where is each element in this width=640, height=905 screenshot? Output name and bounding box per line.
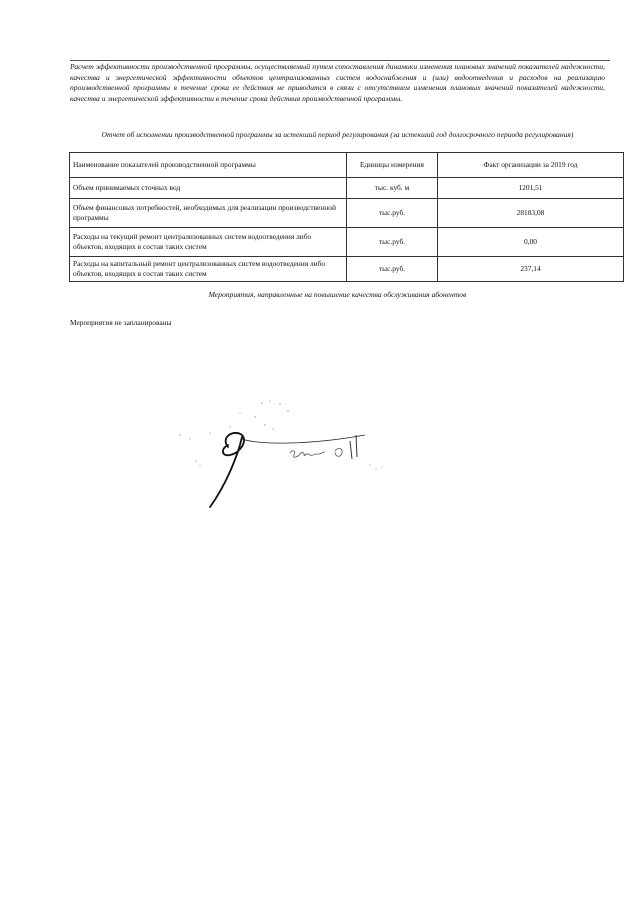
row-name: Расходы на текущий ремонт централизованных систем водоотведения либо объектов, входящих в состав таких систем [70, 228, 347, 257]
header-name: Наименование показателей производственной программы [70, 153, 347, 178]
row-fact: 1201,51 [438, 178, 624, 199]
row-fact: 237,14 [438, 257, 624, 282]
table-row [70, 228, 624, 257]
table-row [70, 199, 624, 228]
intro-paragraph: Расчет эффективности производственной программы, осуществляемый путем сопоставления динамики изменения плановых значений показателей надежности, качества и энергетической эффективности объектов централизованных систем водоснабжения и (или) водоотведения и расходов на реализацию производственной программы в течение срока ее действия не приводится в связи с отсутствием изменения плановых значений показателей надежности, качества и энергетической эффективности в течение срока действия производственной программы. [70, 62, 605, 103]
row-name: Объем финансовых потребностей, необходимых для реализации производственной программы [70, 199, 347, 228]
row-unit: тыс.руб. [347, 257, 438, 282]
report-table [69, 152, 624, 282]
row-fact: 0,00 [438, 228, 624, 257]
row-unit: тыс. куб. м [347, 178, 438, 199]
top-rule [70, 60, 610, 61]
row-unit: тыс.руб. [347, 228, 438, 257]
row-unit: тыс.руб. [347, 199, 438, 228]
measures-title: Мероприятия, направленные на повышение качества обслуживания абонентов [208, 290, 467, 299]
measures-text: Мероприятия не запланированы [70, 318, 172, 327]
table-row [70, 178, 624, 199]
report-title: Отчет об исполнении производственной программы за истекший период регулирования (за истекший год долгосрочного периода регулирования) [101, 130, 574, 139]
signature-icon [170, 395, 390, 515]
row-name: Расходы на капитальный ремонт централизованных систем водоотведения либо объектов, входящих в состав таких систем [70, 257, 347, 282]
table-header-row [70, 153, 624, 178]
table-row [70, 257, 624, 282]
row-name: Объем принимаемых сточных вод [70, 178, 347, 199]
header-fact: Факт организации за 2019 год [438, 153, 624, 178]
header-unit: Единицы измерения [347, 153, 438, 178]
row-fact: 28183,08 [438, 199, 624, 228]
